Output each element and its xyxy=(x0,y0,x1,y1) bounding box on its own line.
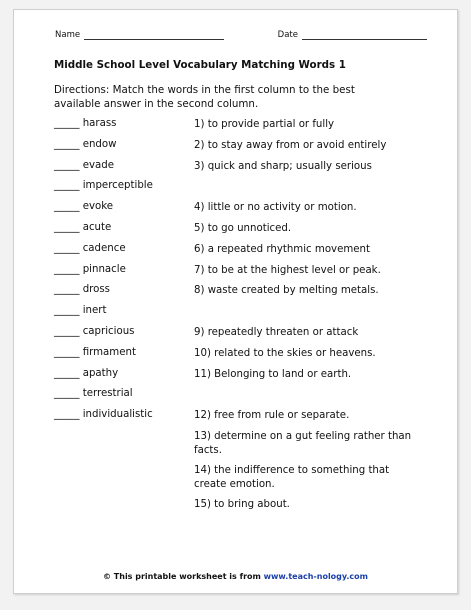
word-item: _____ evoke xyxy=(54,201,114,212)
date-line xyxy=(302,30,427,40)
name-label: Name xyxy=(55,30,81,40)
word-item: _____ firmament xyxy=(54,347,136,358)
definition-item: 10) related to the skies or heavens. xyxy=(194,348,376,359)
definition-item: 14) the indifference to something that create emotion. xyxy=(194,465,390,490)
word-item: _____ endow xyxy=(54,139,117,150)
word-item: _____ imperceptible xyxy=(54,180,153,191)
word-item: _____ cadence xyxy=(54,243,126,254)
definition-item: 8) waste created by melting metals. xyxy=(194,285,379,296)
word-item: _____ pinnacle xyxy=(54,264,126,275)
word-item: _____ harass xyxy=(54,118,117,129)
definition-item: 4) little or no activity or motion. xyxy=(194,202,357,213)
date-field xyxy=(278,30,427,40)
definition-item: 13) determine on a gut feeling rather than facts. xyxy=(194,431,412,456)
definition-item: 5) to go unnoticed. xyxy=(194,223,292,234)
definition-item: 11) Belonging to land or earth. xyxy=(194,369,352,380)
definition-item: 6) a repeated rhythmic movement xyxy=(194,244,370,255)
worksheet-footer xyxy=(14,572,457,581)
worksheet-title: Middle School Level Vocabulary Matching Words 1 xyxy=(54,59,346,71)
definition-item: 2) to stay away from or avoid entirely xyxy=(194,140,387,151)
worksheet-header xyxy=(55,30,427,40)
definition-item: 1) to provide partial or fully xyxy=(194,119,335,130)
name-field xyxy=(55,30,224,40)
worksheet-page xyxy=(13,9,458,594)
definition-item: 7) to be at the highest level or peak. xyxy=(194,265,381,276)
definition-item: 3) quick and sharp; usually serious xyxy=(194,161,372,172)
footer-link[interactable]: www.teach-nology.com xyxy=(263,572,368,581)
definition-item: 15) to bring about. xyxy=(194,499,290,510)
definition-item: 9) repeatedly threaten or attack xyxy=(194,327,359,338)
word-item: _____ evade xyxy=(54,160,114,171)
footer-copyright: © This printable worksheet is from xyxy=(103,572,264,581)
word-item: _____ individualistic xyxy=(54,409,153,420)
definition-item: 12) free from rule or separate. xyxy=(194,410,350,421)
name-line xyxy=(84,30,224,40)
word-item: _____ acute xyxy=(54,222,112,233)
date-label: Date xyxy=(277,30,298,40)
word-item: _____ inert xyxy=(54,305,107,316)
word-item: _____ dross xyxy=(54,284,110,295)
word-item: _____ terrestrial xyxy=(54,388,133,399)
word-item: _____ capricious xyxy=(54,326,135,337)
word-item: _____ apathy xyxy=(54,368,119,379)
directions-text: Directions: Match the words in the first column to the best available answer in the second column. xyxy=(54,84,355,110)
